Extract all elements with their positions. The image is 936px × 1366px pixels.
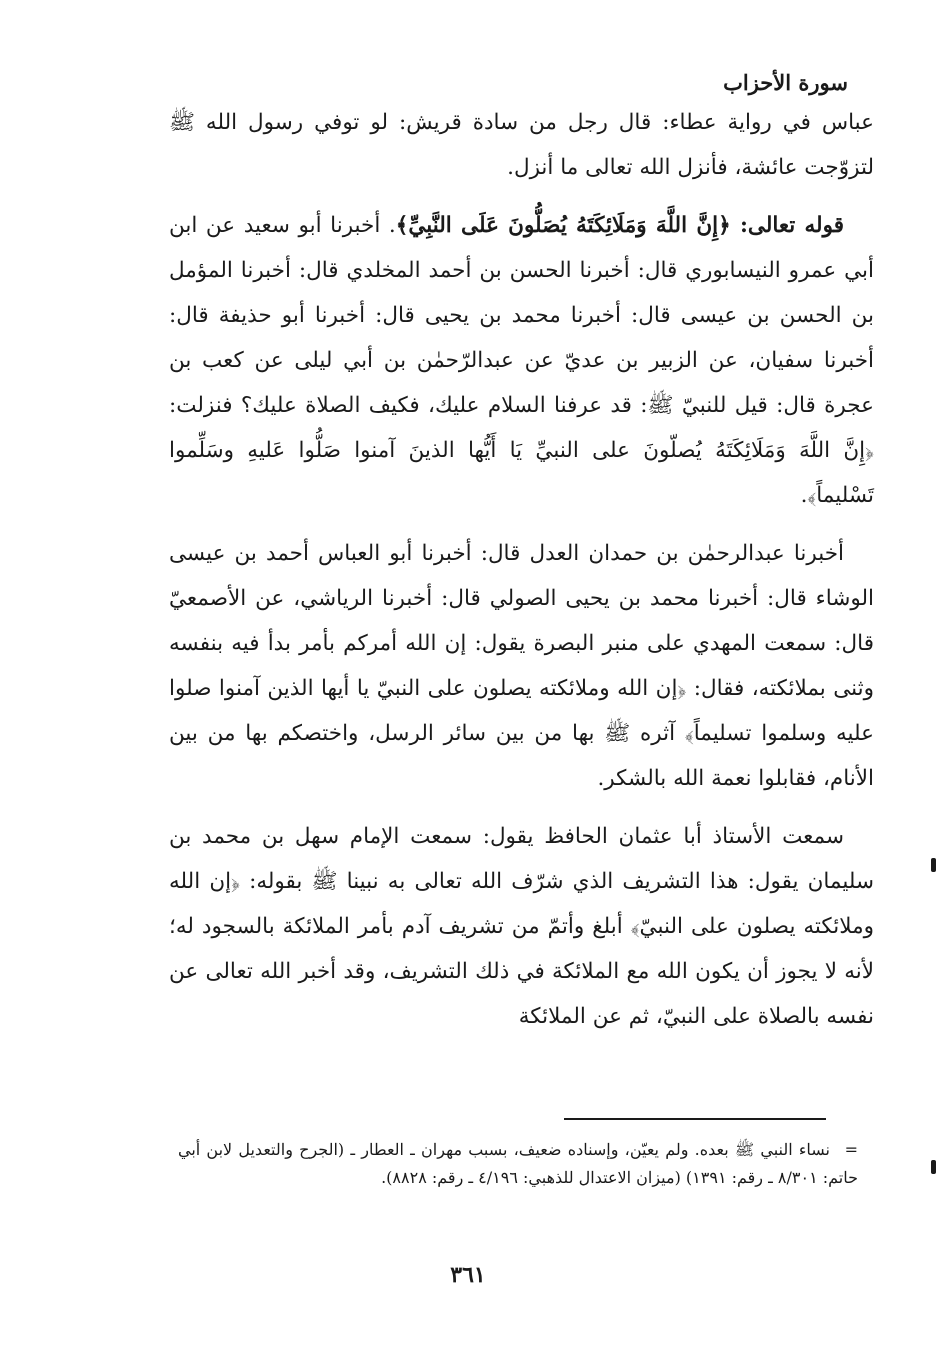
main-text: [169, 100, 874, 1052]
page-number: ٣٦١: [450, 1262, 486, 1288]
paragraph-3: أخبرنا عبدالرحمٰن بن حمدان العدل قال: أخبرنا أبو العباس أحمد بن عيسى الوشاء قال: أخبرنا محمد بن يحيى الصولي قال: أخبرنا الرياشي، عن الأصمعيّ قال: سمعت المهدي على منبر البصرة يقول: إن الله أمركم بأمر بدأ فيه بنفسه وثنى بملائكته، فقال: ﴿إن الله وملائكته يصلون على النبيّ يا أيها الذين آمنوا صلوا عليه وسلموا تسليماً﴾ آثره ﷺ بها من بين سائر الرسل، واختصكم بها من بين الأنام، فقابلوا نعمة الله بالشكر.: [169, 541, 874, 791]
paragraph-2-rest: . أخبرنا أبو سعيد عن ابن أبي عمرو النيسابوري قال: أخبرنا الحسن بن أحمد المخلدي قال: أخبرنا المؤمل بن الحسن بن عيسى قال: أخبرنا محمد بن يحيى قال: أخبرنا أبو حذيفة قال: أخبرنا سفيان، عن الزبير بن عديّ عن عبدالرّحمٰن بن أبي ليلى عن كعب بن عجرة قال: قيل للنبيّ ﷺ: قد عرفنا السلام عليك، فكيف الصلاة عليك؟ فنزلت: ﴿إِنَّ اللَّهَ وَمَلَائِكَتَهُ يُصلّونَ على النبيِّ يَا أَيُّها الذينَ آمنوا صَلُّوا عَليهِ وسَلِّموا تَسْليماً﴾.: [169, 213, 874, 508]
paragraph-1: عباس في رواية عطاء: قال رجل من سادة قريش: لو توفي رسول الله ﷺ لتزوّجت عائشة، فأنزل الله تعالى ما أنزل.: [169, 110, 874, 180]
paragraph-2: [169, 203, 874, 518]
footnote: [178, 1136, 858, 1192]
footnote-separator: [564, 1118, 826, 1120]
paragraph-2-lead: قوله تعالى:: [730, 213, 844, 238]
edge-mark: [931, 1160, 936, 1174]
edge-mark: [931, 858, 936, 872]
paragraph-4: سمعت الأستاذ أبا عثمان الحافظ يقول: سمعت الإمام سهل بن محمد بن سليمان يقول: هذا التشريف الذي شرّف الله تعالى به نبينا ﷺ بقوله: ﴿إن الله وملائكته يصلون على النبيّ﴾ أبلغ وأتمّ من تشريف آدم بأمر الملائكة بالسجود له؛ لأنه لا يجوز أن يكون الله مع الملائكة في ذلك التشريف، وقد أخبر الله تعالى عن نفسه بالصلاة على النبيّ، ثم عن الملائكة: [169, 824, 874, 1029]
footnote-marker: =: [844, 1140, 858, 1159]
footnote-text: نساء النبي ﷺ بعده. ولم يعيّن، وإسناده ضعيف، بسبب مهران ـ العطار ـ (الجرح والتعديل لابن أبي حاتم: ٨/٣٠١ ـ رقم: ١٣٩١) (ميزان الاعتدال للذهبي: ٤/١٩٦ ـ رقم: ٨٨٢٨).: [178, 1140, 858, 1187]
running-head: سورة الأحزاب: [723, 70, 848, 95]
quran-verse: ﴿إِنَّ اللَّهَ وَمَلَائِكَتَهُ يُصَلُّونَ عَلَى النَّبِيِّ﴾: [395, 213, 731, 238]
